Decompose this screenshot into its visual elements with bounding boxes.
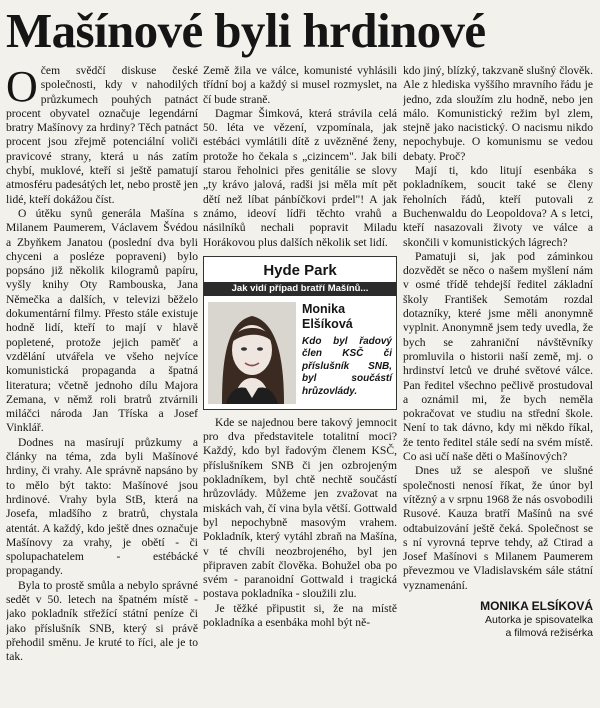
column-3 — [403, 64, 593, 704]
drop-cap: O — [6, 64, 38, 111]
paragraph: Mají ti, kdo litují esenbáka s pokladníkem, soucit také se členy řeholních řádů, kteří putovali z Buchenwaldu do Leopoldova? A s letci, kteří nasazovali životy ve válce a skončili v komunistických lágrech? — [403, 164, 593, 249]
author-note-line-1: Autorka je spisovatelka — [485, 613, 593, 626]
author-name — [302, 302, 392, 332]
paragraph: Dnes už se alespoň ve slušné společnosti nenosí říkat, že únor byl vítězný a v srpnu 1968 že nás osvobodili Rusové. Kauza bratří Mašínů na své odtabuizování ještě čeká. Společnost se s ní vyrovná teprve tehdy, až Ctirad a Josef Mašínovi s Milanem Paumerem převezmou ve Vladislavském sále státní vyznamenání. — [403, 464, 593, 592]
box-body — [204, 296, 396, 409]
author-last-name: Elšíková — [302, 316, 353, 331]
headline: Mašínové byli hrdinové — [6, 3, 486, 58]
paragraph: Byla to prostě smůla a nebylo správné sedět v 50. letech na špatném místě - jako pokladník střežící státní peníze či jako příslušník SNB, který si právě přehodil směnu. Je kruté to říci, ale je to tak. — [6, 578, 198, 664]
paragraph: kdo jiný, blízký, takzvaně slušný člověk. Ale z hlediska vyššího mravního řádu je jedno, zda sloužím zlu hodně, nebo jen málo. Komunistický režim byl zlem, stejně jako nacistický. O nacismu nikdo nepochybuje. O komunismu se vedou debaty. Proč? — [403, 64, 593, 163]
paragraph: Pamatuji si, jak pod záminkou dozvědět se něco o našem myšlení nám v osmé třídě tehdejší ředitel základní školy František Semotám rozdal dotazníky, které jsme měli anonymně vyplnit. Anonymně jsem tedy uvedla, že bych se zahraniční návštěvníky promluvila o historii naší země, mj. o hrdinství letců ve druhé světové válce. Pan ředitel všechno pečlivě prostudoval a oznámil mi, že bych neměla pokračovat ve studiu na střední škole. Není to tak dávno, kdy mi někdo říkal, že tento ředitel stále sedí na svém místě. Co asi učí naše děti o Mašínových? — [403, 249, 593, 464]
paragraph: Země žila ve válce, komunisté vyhlásili třídní boj a každý si musel rozmyslet, na čí bude straně. — [203, 64, 397, 106]
paragraph: O útěku synů generála Mašína s Milanem Paumerem, Václavem Švédou a Zbyňkem Janatou (poslední dva byli chyceni a posléze popraveni) bylo popsáno již několik kilogramů papíru, vyšly knihy Oty Rambouska, Jana Němečka a dalších, v televizi běželo dokumentární filmy. Přesto stále existuje hodně lidí, kteří to mají v hlavě popletené, protože jejich paměť a vzdělání utvářela ve všeho nejvíce komunistická propaganda a špatná literatura; včetně jednoho dílu Majora Zemana, v němž roli bratrů ztvárnili miláčci národa Jan Tříska a Josef Vinklář. — [6, 206, 198, 435]
paragraph: Dodnes na masírují průzkumy a články na téma, zda byli Mašínové hrdiny, či vrahy. Ale správně napsáno by to mělo být takto: Mašínové jsou hrdinové. Vrahy byla StB, která na Josefa, mladšího z bratrů, chystala atentát. A každý, kdo ještě dnes označuje Mašínovy za vrahy, je obětí - či spolupachatelem - estébácké propagandy. — [6, 435, 198, 578]
column-1 — [6, 64, 198, 704]
paragraph: Je těžké připustit si, že na místě pokladníka a esenbáka mohl být ně- — [203, 601, 397, 630]
box-title: Hyde Park — [263, 261, 337, 279]
paragraph: Kde se najednou bere takový jemnocit pro dva představitele totalitní moci? Každý, kdo byl řadovým členem KSČ, příslušníkem SNB či jen ozbrojeným pokladníkem, byl chtě nechtě součástí hrůzovlády. Můžeme jen zvažovat na miskách vah, čí vina byla větší. Gottwald byl nepochybně masovým vrahem. Pokladník, který vytáhl zbraň na Mašína, v té chvíli neozbrojeného, byl jen připraven zabít člověka. Bohužel oba po svém - paranoidní Gottwald i tragická postava pokladníka - sloužili zlu. — [203, 415, 397, 601]
box-caption: Kdo byl řadový člen KSČ či příslušník SNB, byl součástí hrůzovlády. — [302, 335, 392, 397]
hyde-park-box — [203, 256, 397, 410]
box-subtitle: Jak vidí případ bratří Mašínů... — [204, 282, 396, 296]
paragraph: Dagmar Šimková, která strávila celá 50. léta ve vězení, vzpomínala, jak estébáci vymlátili dítě z uvězněné ženy, protože ho čekala s „cizincem". Jak bili starou řeholnici přes genitálie se slovy „ty krávo jalová, radši jsi měla mít pět dětí než líbat pánbíčkovi prdel"! A jak známo, ideoví lídři těchto vrahů a násilníků nechali popravit Miladu Horákovou plus dalších několik set lidí. — [203, 106, 397, 249]
column-2 — [203, 64, 397, 704]
paragraph-text: čem svědčí diskuse české společnosti, kdy v nahodilých průzkumech pouhých patnáct procent obyvatel označuje legendární bratry Mašínovy za hrdiny? Těch patnáct procent jsou zřejmě potenciální voliči pravicové strany, která u nás zatím chybí, muklové, kteří si ještě pamatují atmosféru padesátých let, nebo prostě jen lidé, kteří dokážou číst. — [6, 64, 198, 206]
author-first-name: Monika — [302, 301, 346, 316]
box-text — [296, 302, 392, 404]
portrait-image — [208, 302, 296, 404]
author-note-line-2: a filmová režisérka — [505, 626, 593, 639]
paragraph — [6, 64, 198, 207]
signature: MONIKA ELSÍKOVÁ — [480, 598, 593, 613]
author-portrait — [208, 302, 296, 404]
